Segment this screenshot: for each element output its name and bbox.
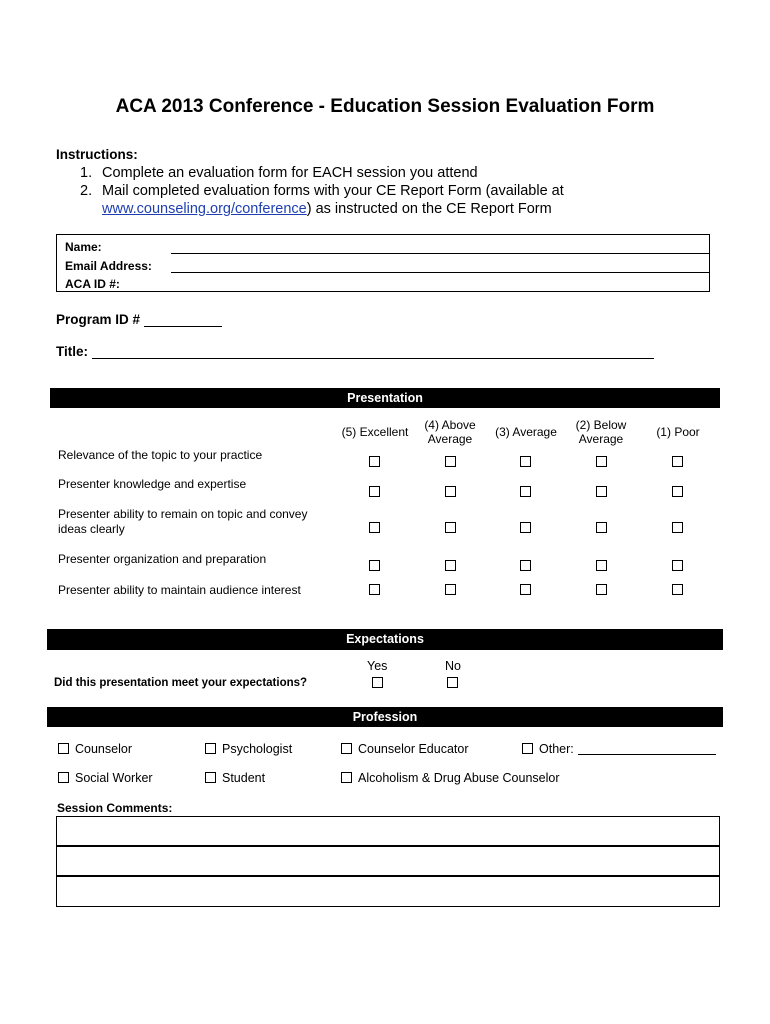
rating-checkbox[interactable] xyxy=(520,584,531,595)
no-label: No xyxy=(445,659,461,673)
psychologist-checkbox[interactable] xyxy=(205,743,216,754)
expectations-no-checkbox[interactable] xyxy=(447,677,458,688)
yes-label: Yes xyxy=(367,659,388,673)
instruction-item-continued: www.counseling.org/conference) as instructed on the CE Report Form xyxy=(102,201,552,217)
rating-header-average: (3) Average xyxy=(495,425,557,439)
psychologist-label: Psychologist xyxy=(222,742,293,756)
title-field[interactable] xyxy=(92,344,654,359)
counselor-label: Counselor xyxy=(75,742,132,756)
student-checkbox[interactable] xyxy=(205,772,216,783)
program-id-row xyxy=(56,312,222,327)
counselor-checkbox[interactable] xyxy=(58,743,69,754)
rating-checkbox[interactable] xyxy=(445,456,456,467)
expectations-header: Expectations xyxy=(47,629,723,650)
rating-checkbox[interactable] xyxy=(520,486,531,497)
rating-header-excellent: (5) Excellent xyxy=(341,425,409,439)
rating-checkbox[interactable] xyxy=(672,456,683,467)
page-title: ACA 2013 Conference - Education Session Evaluation Form xyxy=(115,96,655,117)
other-field[interactable] xyxy=(578,754,716,755)
comments-line-1[interactable] xyxy=(56,816,720,846)
expectations-question: Did this presentation meet your expectations? xyxy=(54,677,308,689)
rating-checkbox[interactable] xyxy=(369,486,380,497)
other-label: Other: xyxy=(539,742,574,756)
student-label: Student xyxy=(222,771,266,785)
name-label: Name: xyxy=(65,240,102,254)
conference-link[interactable]: www.counseling.org/conference xyxy=(102,201,307,217)
attendee-info-box xyxy=(56,234,710,292)
rating-checkbox[interactable] xyxy=(520,560,531,571)
title-label: Title: xyxy=(56,344,89,359)
rating-checkbox[interactable] xyxy=(369,522,380,533)
alcoholism-counselor-checkbox[interactable] xyxy=(341,772,352,783)
social-worker-checkbox[interactable] xyxy=(58,772,69,783)
rating-checkbox[interactable] xyxy=(672,560,683,571)
rating-checkbox[interactable] xyxy=(369,456,380,467)
rating-checkbox[interactable] xyxy=(596,584,607,595)
rating-checkbox[interactable] xyxy=(520,522,531,533)
instructions-list xyxy=(80,164,564,218)
rating-checkbox[interactable] xyxy=(445,486,456,497)
counselor-educator-label: Counselor Educator xyxy=(358,742,469,756)
rating-checkbox[interactable] xyxy=(445,522,456,533)
rating-checkbox[interactable] xyxy=(596,522,607,533)
rating-row-label: Presenter ability to remain on topic and convey ideas clearly xyxy=(58,507,308,536)
comments-line-2[interactable] xyxy=(56,846,720,876)
rating-row-label: Relevance of the topic to your practice xyxy=(58,448,263,462)
presentation-header: Presentation xyxy=(50,388,720,408)
social-worker-label: Social Worker xyxy=(75,771,153,785)
rating-checkbox[interactable] xyxy=(672,584,683,595)
program-id-field[interactable] xyxy=(144,312,222,327)
rating-checkbox[interactable] xyxy=(445,560,456,571)
rating-checkbox[interactable] xyxy=(445,584,456,595)
comments-line-3[interactable] xyxy=(56,876,720,907)
rating-header-poor: (1) Poor xyxy=(656,425,700,439)
instruction-item: 2. Mail completed evaluation forms with your CE Report Form (available at xyxy=(80,183,564,199)
instruction-item: 1. Complete an evaluation form for EACH session you attend xyxy=(80,165,478,181)
rating-checkbox[interactable] xyxy=(672,486,683,497)
rating-row-label: Presenter organization and preparation xyxy=(58,552,267,566)
rating-checkbox[interactable] xyxy=(520,456,531,467)
rating-header-below-average: (2) Below Average xyxy=(575,418,627,446)
rating-row-label: Presenter ability to maintain audience interest xyxy=(58,583,301,597)
session-comments-label: Session Comments: xyxy=(57,801,173,815)
rating-checkbox[interactable] xyxy=(596,560,607,571)
title-row xyxy=(56,344,654,359)
email-label: Email Address: xyxy=(65,259,152,273)
name-field[interactable] xyxy=(171,253,709,254)
aca-id-label: ACA ID #: xyxy=(65,277,120,291)
rating-checkbox[interactable] xyxy=(596,456,607,467)
profession-header: Profession xyxy=(47,707,723,727)
rating-checkbox[interactable] xyxy=(369,584,380,595)
email-field[interactable] xyxy=(171,272,709,273)
rating-checkbox[interactable] xyxy=(596,486,607,497)
expectations-yes-checkbox[interactable] xyxy=(372,677,383,688)
instructions-heading: Instructions: xyxy=(56,147,138,162)
counselor-educator-checkbox[interactable] xyxy=(341,743,352,754)
rating-row-label: Presenter knowledge and expertise xyxy=(58,477,247,491)
alcoholism-counselor-label: Alcoholism & Drug Abuse Counselor xyxy=(358,771,560,785)
other-checkbox[interactable] xyxy=(522,743,533,754)
program-id-label: Program ID # xyxy=(56,312,141,327)
rating-header-above-average: (4) Above Average xyxy=(424,418,476,446)
rating-checkbox[interactable] xyxy=(672,522,683,533)
rating-checkbox[interactable] xyxy=(369,560,380,571)
